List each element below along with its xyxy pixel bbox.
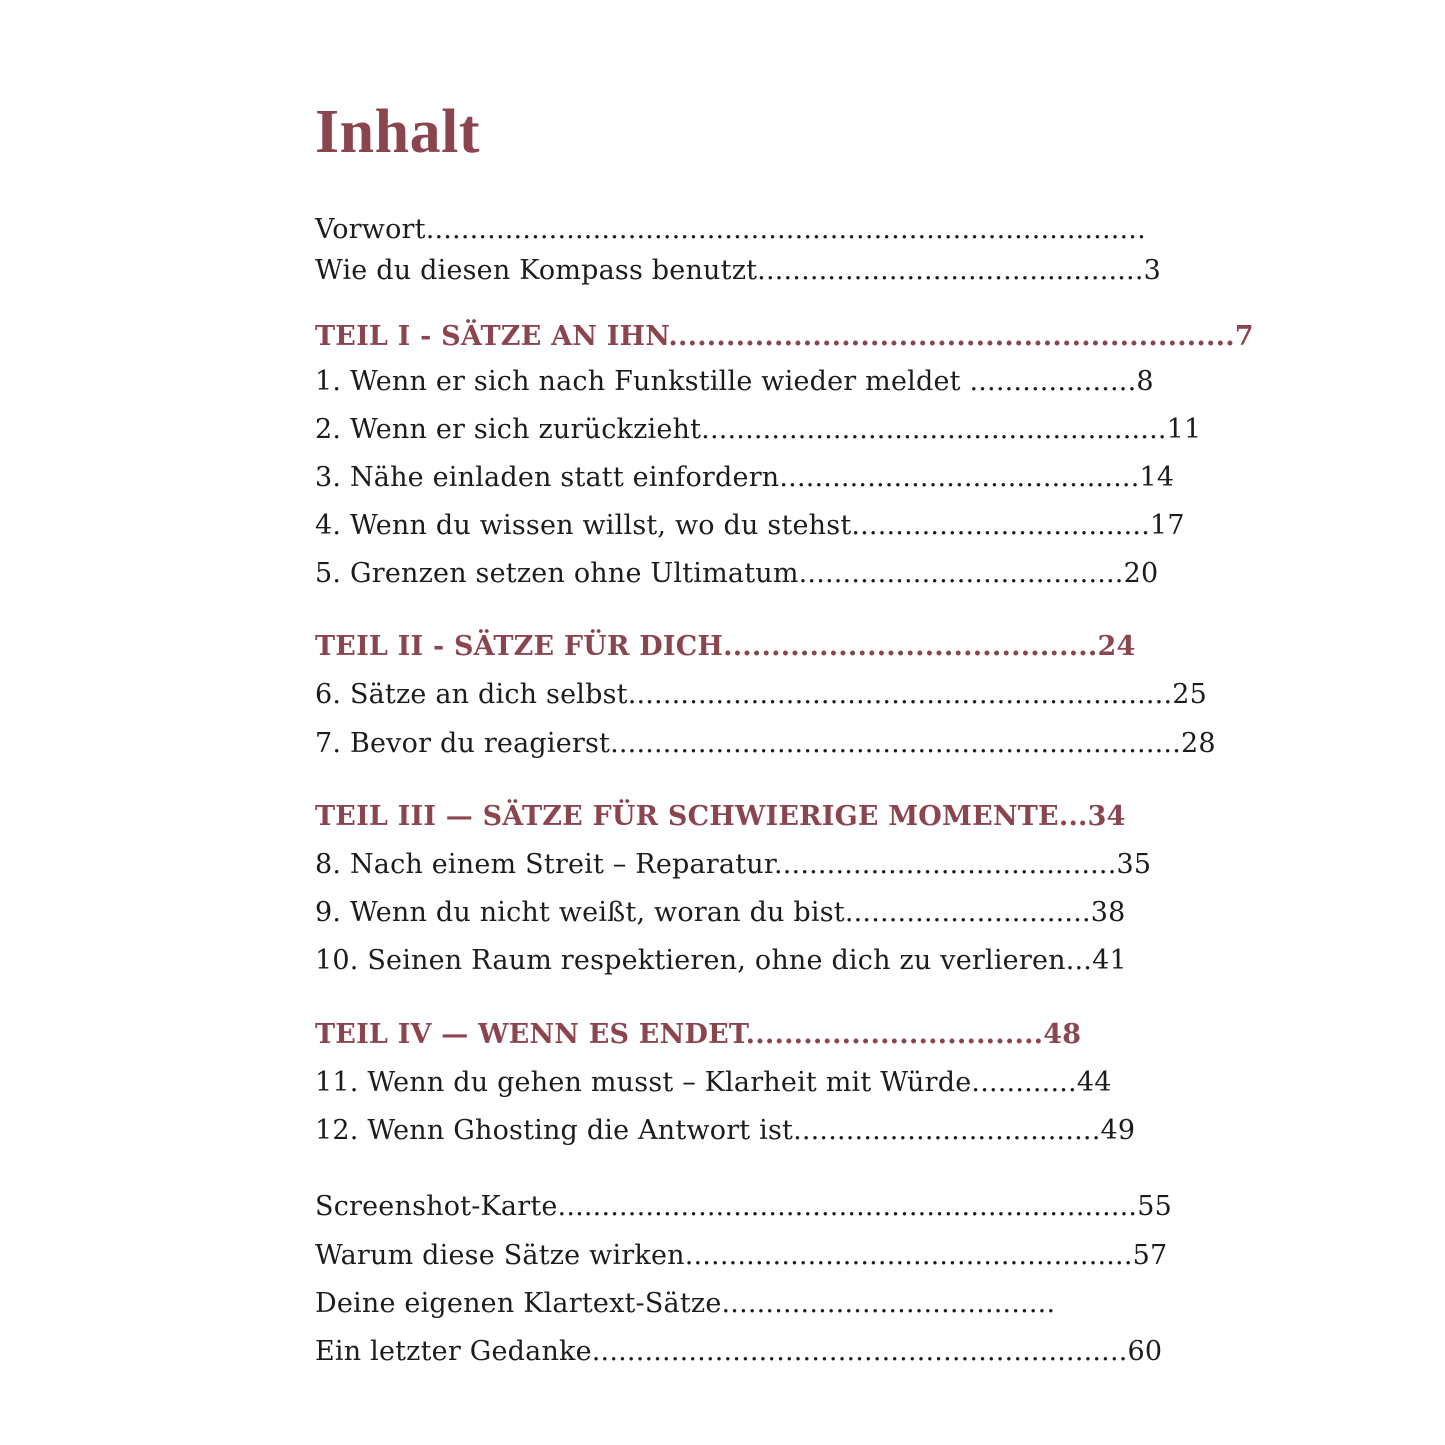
toc-entry-page: 8: [1136, 366, 1154, 397]
toc-entry-page: 57: [1132, 1240, 1168, 1271]
toc-entry: [315, 506, 1185, 546]
toc-entry-page: 34: [1087, 801, 1126, 832]
toc-entry: [315, 1236, 1168, 1276]
page-title: Inhalt: [315, 98, 480, 166]
toc-entry: [315, 1284, 1056, 1324]
toc-entry-page: 60: [1127, 1336, 1163, 1367]
toc-entry-text: TEIL IV — WENN ES ENDET...............................: [315, 1019, 1044, 1050]
toc-entry-page: 3: [1143, 255, 1161, 286]
toc-part-heading: [315, 797, 1130, 837]
toc-entry-text: 11. Wenn du gehen musst – Klarheit mit Würde............: [315, 1067, 1077, 1098]
toc-entry: [315, 724, 1216, 764]
toc-entry-page: 41: [1092, 945, 1127, 976]
toc-entry-text: 1. Wenn er sich nach Funkstille wieder meldet ...................: [315, 366, 1137, 397]
toc-entry-page: 11: [1166, 414, 1202, 445]
toc-entry-page: 44: [1076, 1067, 1112, 1098]
toc-entry: [315, 1187, 1172, 1227]
toc-entry: [315, 458, 1175, 498]
toc-entry-page: 7: [1234, 321, 1254, 352]
toc-entry-text: TEIL II - SÄTZE FÜR DICH.......................................: [315, 631, 1098, 662]
toc-entry-text: Vorwort..................................................................................: [315, 214, 1146, 245]
toc-entry-text: 4. Wenn du wissen willst, wo du stehst..................................: [315, 510, 1150, 541]
toc-entry-text: 5. Grenzen setzen ohne Ultimatum.....................................: [315, 558, 1124, 589]
toc-part-heading: [315, 1015, 1082, 1055]
toc-entry: [315, 941, 1130, 981]
toc-entry-text: 12. Wenn Ghosting die Antwort ist...................................: [315, 1115, 1101, 1146]
toc-entry: [315, 893, 1126, 933]
toc-entry-page: 24: [1097, 631, 1136, 662]
toc-entry: [315, 251, 1161, 291]
toc-entry-page: 28: [1180, 728, 1216, 759]
toc-entry-text: 9. Wenn du nicht weißt, woran du bist............................: [315, 897, 1091, 928]
toc-entry-vorwort: [315, 210, 1146, 250]
toc-entry-page: 35: [1116, 849, 1152, 880]
toc-entry-page: 17: [1149, 510, 1185, 541]
toc-entry-text: Wie du diesen Kompass benutzt............................................: [315, 255, 1144, 286]
toc-entry: [315, 1111, 1136, 1151]
toc-entry-text: 3. Nähe einladen statt einfordern.........................................: [315, 462, 1140, 493]
toc-part-heading: [315, 317, 1254, 357]
toc-entry-text: 7. Bevor du reagierst.................................................................: [315, 728, 1181, 759]
toc-entry-text: TEIL III — SÄTZE FÜR SCHWIERIGE MOMENTE...: [315, 801, 1088, 832]
toc-entry-text: TEIL I - SÄTZE AN IHN...........................................................: [315, 321, 1235, 352]
toc-entry-page: 38: [1090, 897, 1126, 928]
toc-entry-text: 2. Wenn er sich zurückzieht.....................................................: [315, 414, 1167, 445]
toc-entry: [315, 362, 1154, 402]
toc-entry: [315, 1332, 1163, 1372]
toc-entry-text: 8. Nach einem Streit – Reparatur.......................................: [315, 849, 1117, 880]
toc-entry: [315, 845, 1152, 885]
toc-entry-page: 55: [1137, 1191, 1172, 1222]
toc-entry-text: 6. Sätze an dich selbst..............................................................: [315, 679, 1173, 710]
toc-entry: [315, 410, 1202, 450]
toc-entry-text: Ein letzter Gedanke.............................................................: [315, 1336, 1128, 1367]
toc-part-heading: [315, 627, 1136, 667]
toc-entry-text: Deine eigenen Klartext-Sätze......................................: [315, 1288, 1056, 1319]
toc-entry-text: Warum diese Sätze wirken...................................................: [315, 1240, 1133, 1271]
toc-entry-page: 48: [1043, 1019, 1082, 1050]
toc-entry-page: 49: [1100, 1115, 1136, 1146]
toc-entry-page: 25: [1172, 679, 1207, 710]
toc-entry: [315, 554, 1159, 594]
toc-entry-page: 20: [1123, 558, 1159, 589]
toc-entry-text: 10. Seinen Raum respektieren, ohne dich zu verlieren...: [315, 945, 1093, 976]
toc-entry-page: 14: [1139, 462, 1175, 493]
toc-entry: [315, 1063, 1125, 1103]
toc-entry-text: Screenshot-Karte..................................................................: [315, 1191, 1138, 1222]
toc-entry: [315, 675, 1207, 715]
